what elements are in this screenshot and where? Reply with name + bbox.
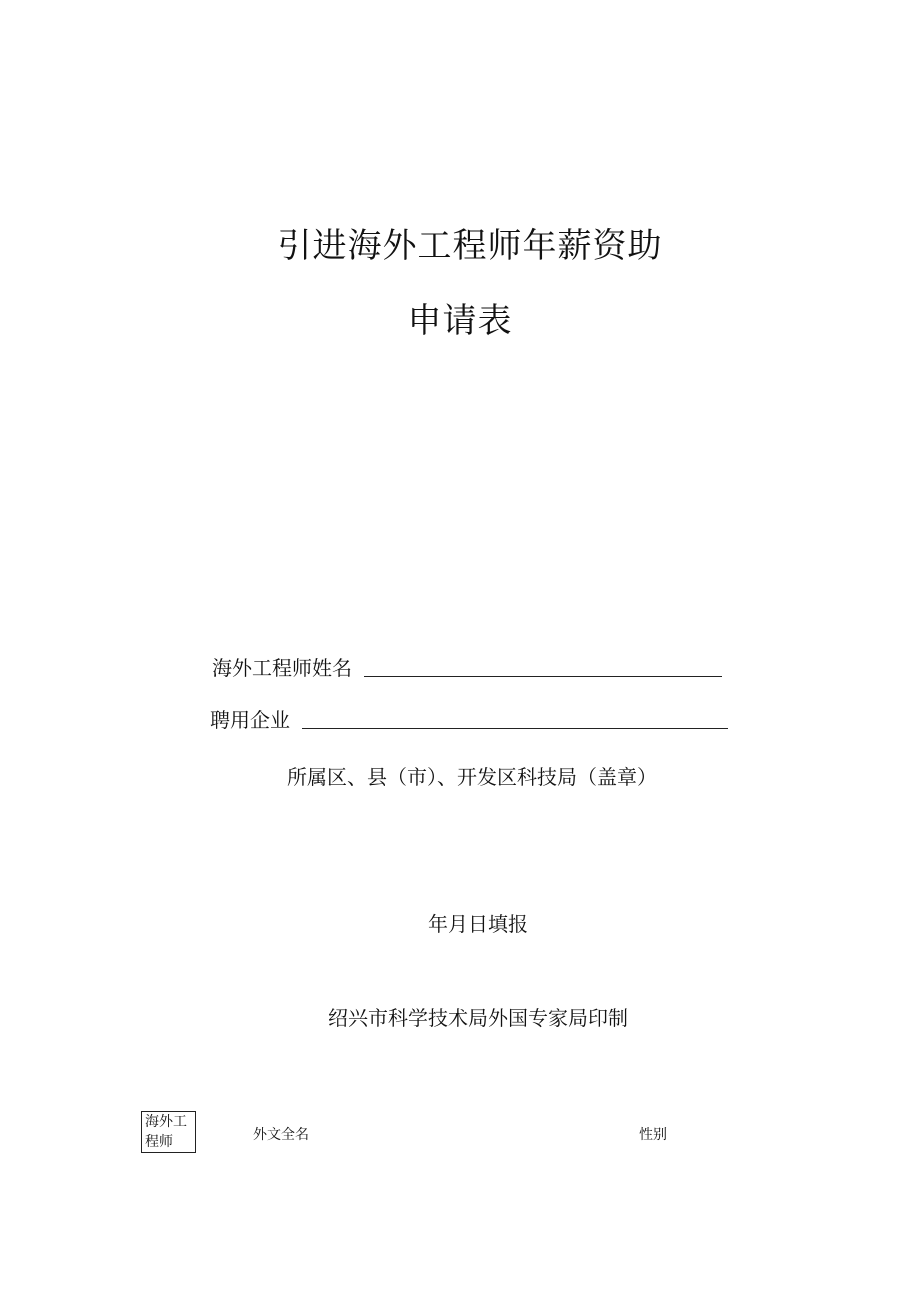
engineer-section-label: 海外工程师 [141,1111,196,1153]
employer-label: 聘用企业 [210,708,290,732]
employer-row [210,708,728,732]
engineer-name-label: 海外工程师姓名 [212,656,352,680]
foreign-name-label: 外文全名 [253,1127,309,1143]
document-title-line2: 申请表 [407,301,513,341]
printed-by-line: 绍兴市科学技术局外国专家局印制 [328,1006,628,1030]
engineer-name-blank-line[interactable] [364,676,722,677]
document-title-line1: 引进海外工程师年薪资助 [277,226,663,266]
bureau-stamp-line: 所属区、县（市）、开发区科技局（盖章） [287,765,657,789]
gender-label: 性别 [639,1127,667,1143]
filled-date-line: 年月日填报 [428,912,528,936]
engineer-name-row [212,656,722,680]
employer-blank-line[interactable] [302,728,728,729]
